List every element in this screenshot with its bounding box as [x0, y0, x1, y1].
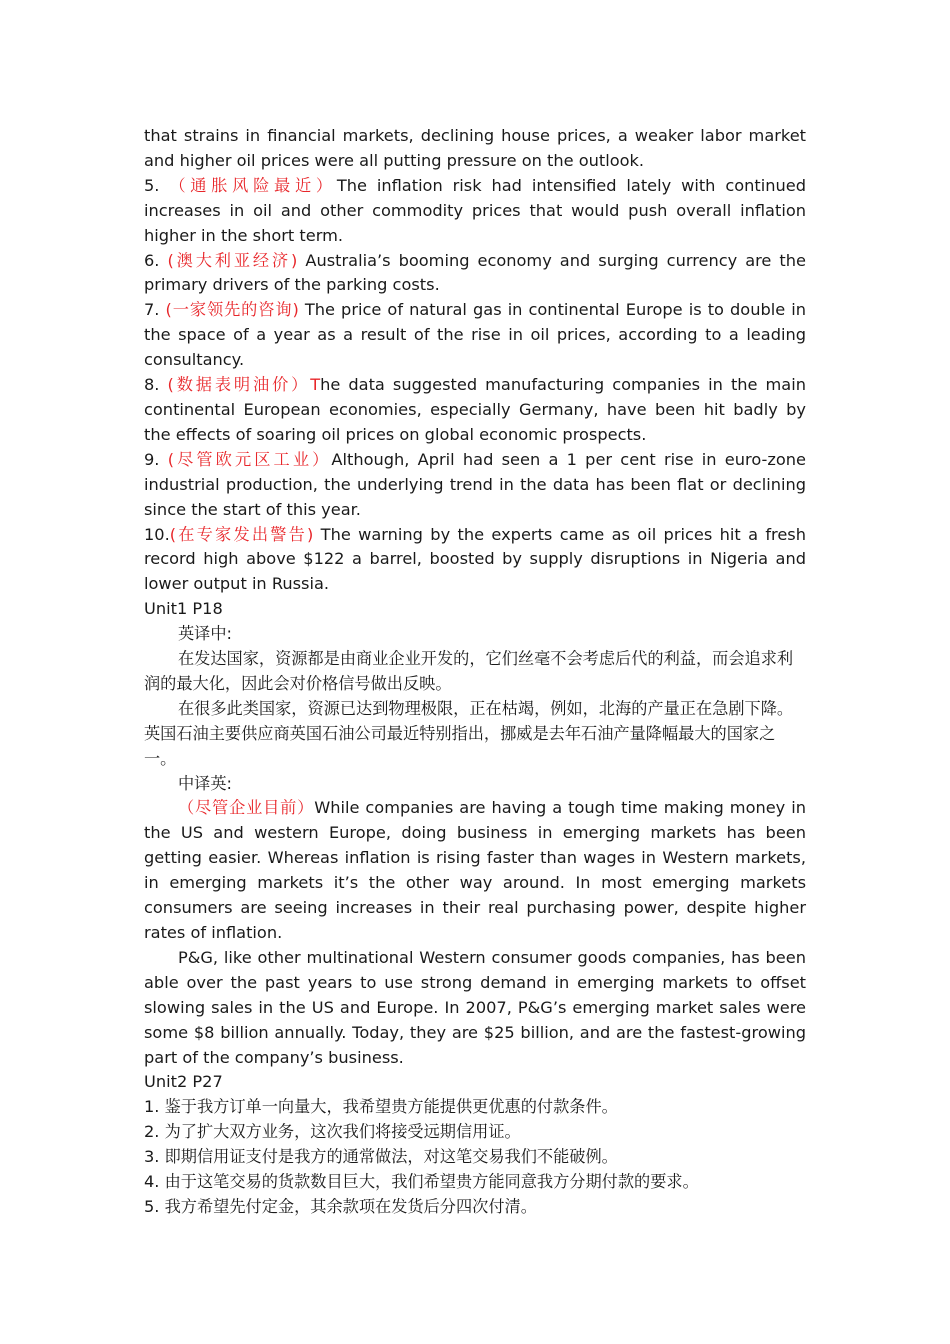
sentence-tag: (在专家发出警告)	[169, 524, 314, 544]
sentence-tag: (尽管欧元区工业）	[167, 449, 332, 469]
zh-to-en-paragraph: P&G, like other multinational Western consumer goods companies, has been able over the past years to use strong demand in emerging markets to offset slowing sales in the US and Europe. In 2007, P&G’s emerging market sales were some $8 billion annually. Today, they are $25 billion, and are the fastest-growing part of the company’s business.	[144, 947, 806, 1067]
sentence-number: 9.	[144, 449, 160, 469]
sentence-tag: （通胀风险最近）	[169, 175, 337, 195]
numbered-sentence	[144, 174, 806, 249]
sentence-text: Australia’s booming economy and surging currency are the primary drivers of the parking costs.	[144, 250, 806, 295]
en-to-zh-label: 英译中:	[178, 624, 233, 644]
sentence-text: The inflation risk had intensified lately with continued increases in oil and other commodity prices that would push overall inflation higher in the short term.	[144, 175, 806, 245]
numbered-sentence	[144, 448, 806, 523]
sentence-tag: (澳大利亚经济)	[167, 250, 298, 270]
sentence-text: The price of natural gas in continental Europe is to double in the space of a year as a result of the rise in oil prices, according to a leading consultancy.	[144, 300, 807, 370]
list-item: 1. 鉴于我方订单一向量大，我希望贵方能提供更优惠的付款条件。	[144, 1097, 618, 1117]
sentence-number: 8.	[144, 375, 160, 395]
list-item: 4. 由于这笔交易的货款数目巨大，我们希望贵方能同意我方分期付款的要求。	[144, 1172, 699, 1192]
numbered-sentence	[144, 298, 806, 373]
sentence-number: 6.	[144, 250, 160, 270]
document-page	[144, 124, 806, 1220]
list-item: 3. 即期信用证支付是我方的通常做法，对这笔交易我们不能破例。	[144, 1147, 618, 1167]
unit2-heading: Unit2 P27	[144, 1072, 223, 1092]
numbered-sentences	[144, 174, 806, 597]
list-item: 5. 我方希望先付定金，其余款项在发货后分四次付清。	[144, 1196, 537, 1216]
en-to-zh-paragraph: 在很多此类国家，资源已达到物理极限，正在枯竭，例如，北海的产量正在急剧下降。英国石油主要供应商英国石油公司最近特别指出，挪威是去年石油产量降幅最大的国家之一。	[144, 698, 794, 768]
sentence-number: 7.	[144, 300, 160, 320]
unit2-list	[144, 1095, 806, 1220]
zh-to-en-label: 中译英:	[178, 773, 233, 793]
en-to-zh-paragraph: 在发达国家，资源都是由商业企业开发的，它们丝毫不会考虑后代的利益，而会追求利润的最大化，因此会对价格信号做出反映。	[144, 649, 794, 693]
sentence-number: 10.	[144, 524, 170, 544]
list-item: 2. 为了扩大双方业务，这次我们将接受远期信用证。	[144, 1122, 521, 1142]
numbered-sentence	[144, 523, 806, 598]
unit1-heading: Unit1 P18	[144, 599, 223, 619]
intro-paragraph: that strains in financial markets, declining house prices, a weaker labor market and higher oil prices were all putting pressure on the outlook.	[144, 126, 806, 170]
sentence-text: The warning by the experts came as oil prices hit a fresh record high above $122 a barrel, boosted by supply disruptions in Nigeria and lower output in Russia.	[144, 524, 806, 594]
sentence-text: he data suggested manufacturing companies in the main continental European economies, especially Germany, have been hit badly by the effects of soaring oil prices on global economic prospects.	[144, 375, 806, 444]
zh-to-en-paragraph: （尽管企业目前）While companies are having a tough time making money in the US and western Europe, doing business in emerging markets has been getting easier. Whereas inflation is rising faster than wages in Western markets, in emerging markets it’s the other way around. In most emerging markets consumers are seeing increases in their real purchasing power, despite higher rates of inflation.	[144, 798, 807, 942]
sentence-text: Although, April had seen a 1 per cent rise in euro-zone industrial production, the underlying trend in the data has been flat or declining since the start of this year.	[144, 449, 806, 519]
sentence-tag: (数据表明油价）	[167, 375, 311, 395]
numbered-sentence: 8. (数据表明油价）The data suggested manufacturing companies in the main continental European economies, especially Germany, have been hit badly by the effects of soaring oil prices on global economic prospects.	[144, 375, 806, 444]
numbered-sentence	[144, 249, 806, 299]
paragraph-tag: （尽管企业目前）	[178, 798, 315, 818]
sentence-number: 5.	[144, 175, 160, 195]
sentence-tag: (一家领先的咨询)	[165, 300, 299, 320]
